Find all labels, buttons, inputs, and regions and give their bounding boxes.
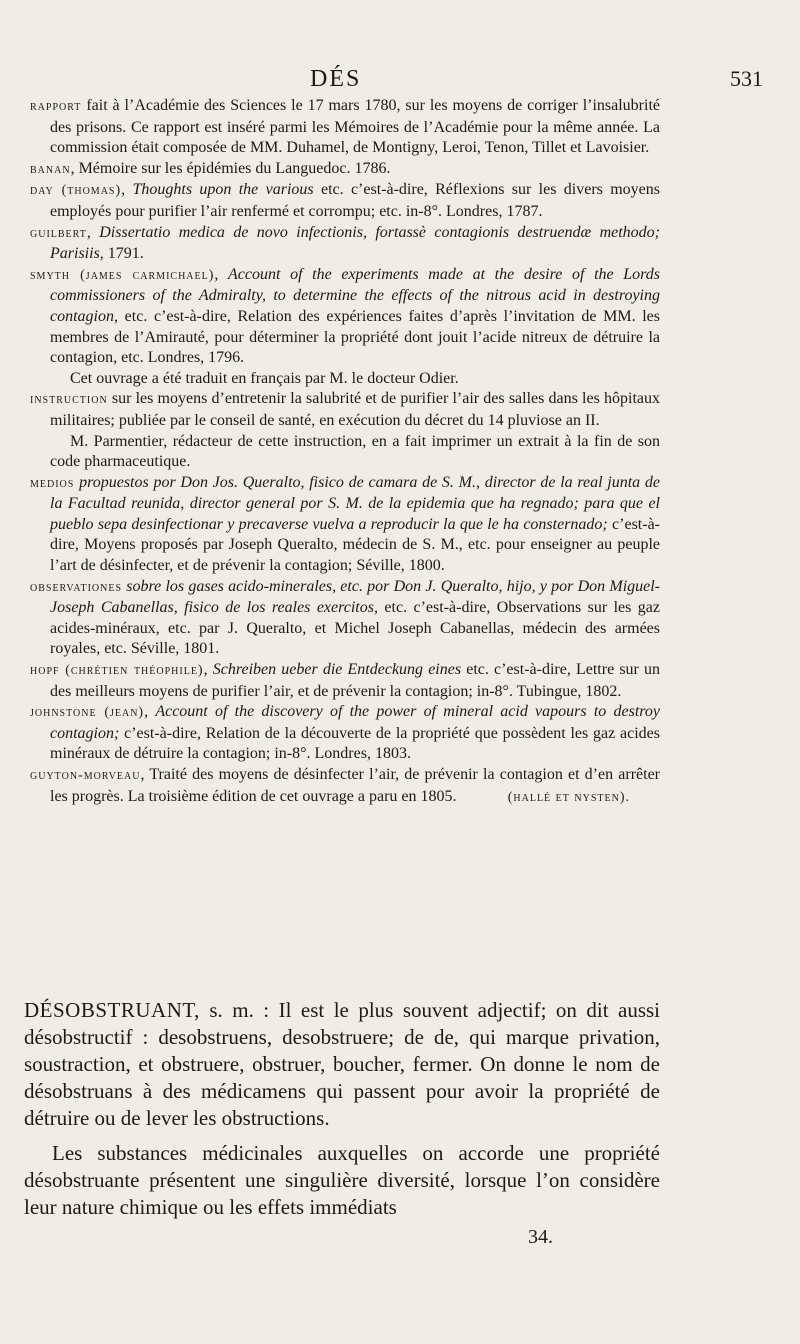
bib-entry: smyth (james carmichael), Account of the experiments made at the desire of the Lords commissioners of the Admiralty, to determine the effects of the nitrous acid in destroying contagion, etc. c’est-à-dire, Relation des expériences faites d’après l’invitation de MM. les membres de l’Amirauté, pour déterminer la propriété dont jouit l’acide nitreux de détruire la contagion, etc. Londres, 1796. Cet ouvrage a été traduit en français par M. le docteur Odier. [30, 265, 660, 390]
bib-entry: hopf (chrétien théophile), Schreiben ueber die Entdeckung eines etc. c’est-à-dire, Lettre sur un des meilleurs moyens de purifier l’air, et de prévenir la contagion; in-8°. Tubingue, 1802. [30, 661, 661, 700]
bib-note: Cet ouvrage a été traduit en français par M. le docteur Odier. [70, 369, 459, 387]
page-number: 531 [730, 66, 763, 91]
article-paragraph: DÉSOBSTRUANT, s. m. : Il est le plus souvent adjectif; on dit aussi désobstructif : desobstruens, desobstruere; de de, qui marque privation, soustraction, et obstruere, obstruer, boucher, fermer. On donne le nom de désobstruans à des médicamens qui passent pour avoir la propriété de détruire ou de lever les obstructions. [24, 998, 661, 1130]
headword: DÉSOBSTRUANT, [24, 998, 200, 1022]
bib-entry: medios propuestos por Don Jos. Queralto, fisico de camara de S. M., director de la real junta de la Facultad reunida, director general por S. M. de la epidemia que ha regnado; para que el pueblo sepa desinfectionar y precaverse vuelva a reproducir la que le ha consternado; c’est-à-dire, Moyens proposés par Joseph Queralto, médecin de S. M., etc. pour enseigner au peuple l’art de désinfecter, et de prévenir la contagion; Séville, 1800. [30, 473, 661, 575]
signature-mark: 34. [528, 1226, 553, 1248]
bib-entry: rapport fait à l’Académie des Sciences le 17 mars 1780, sur les moyens de corriger l’insalubrité des prisons. Ce rapport est inséré parmi les Mémoires de l’Académie pour la même année. La commission était composée de MM. Duhamel, de Montigny, Leroi, Tenon, Tillet et Lavoisier. [30, 97, 661, 157]
bib-entry: guyton-morveau, Traité des moyens de désinfecter l’air, de prévenir la contagion et d’en arrêter les progrès. La troisième édition de cet ouvrage a paru en 1805. [30, 766, 660, 805]
bib-entry: guilbert, Dissertatio medica de novo infectionis, fortassè contagionis destruendæ methodo; Parisiis, 1791. [30, 223, 661, 263]
authors-signature: (hallé et nysten). [507, 790, 630, 806]
article-paragraph: Les substances médicinales auxquelles on accorde une propriété désobstruante présentent une singulière diversité, lorsque l’on considère leur nature chimique ou les effets immédiats [24, 1141, 660, 1219]
bib-entry: instruction sur les moyens d’entretenir la salubrité et de purifier l’air des salles dans les hôpitaux militaires; publiée par le conseil de santé, en exécution du décret du 14 pluviose an II. M. Parmentier, rédacteur de cette instruction, en a fait imprimer un extrait à la fin de son code pharmaceutique. [30, 389, 660, 472]
bib-entry: banan, Mémoire sur les épidémies du Languedoc. 1786. [30, 159, 391, 177]
running-title: DÉS [310, 66, 362, 92]
bib-entry: day (thomas), Thoughts upon the various etc. c’est-à-dire, Réflexions sur les divers moyens employés pour purifier l’air renfermé et corrompu; etc. in-8°. Londres, 1787. [30, 181, 661, 220]
main-article [24, 997, 660, 1229]
bib-entry: observationes sobre los gases acido-minerales, etc. por Don J. Queralto, hijo, y por Don Miguel-Joseph Cabanellas, fisico de los reales exercitos, etc. c’est-à-dire, Observations sur les gaz acides-minéraux, etc. par J. Queralto, et Michel Joseph Cabanellas, médecin des armées royales, etc. Séville, 1801. [30, 577, 661, 658]
running-header [0, 66, 800, 96]
bib-entry: johnstone (jean), Account of the discovery of the power of mineral acid vapours to destroy contagion; c’est-à-dire, Relation de la découverte de la propriété que possèdent les gaz acides minéraux de détruire la contagion; in-8°. Londres, 1803. [30, 703, 661, 763]
bib-note: M. Parmentier, rédacteur de cette instruction, en a fait imprimer un extrait à la fin de son code pharmaceutique. [50, 432, 660, 471]
bibliography [30, 96, 660, 809]
